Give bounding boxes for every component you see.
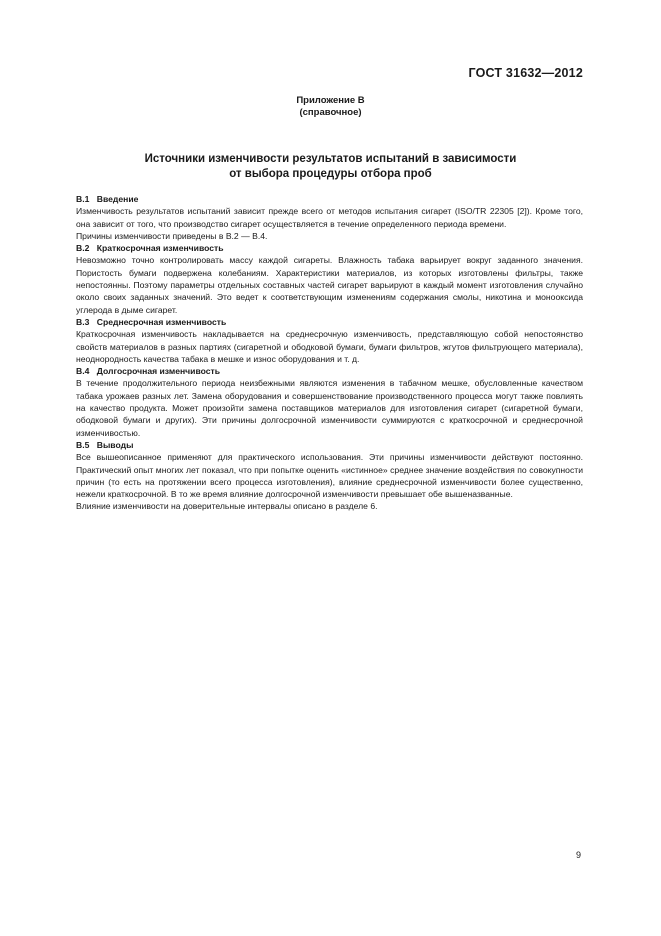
paragraph: Влияние изменчивости на доверительные интервалы описано в разделе 6. <box>76 501 378 512</box>
section-heading-b2 <box>76 242 583 254</box>
section-title: Введение <box>96 194 139 204</box>
paragraph: Изменчивость результатов испытаний зависит прежде всего от методов испытания сигарет (ISO/TR 22305 [2]). Кроме того, она зависит от того, что производство сигарет осуществляется в течение определенного периода времени. <box>76 206 583 229</box>
document-body <box>76 193 583 513</box>
appendix-title-line-2: от выбора процедуры отбора проб <box>229 168 432 180</box>
section-number: В.2 <box>76 243 90 254</box>
standard-number: ГОСТ 31632—2012 <box>468 66 583 80</box>
section-heading-b4 <box>76 365 583 377</box>
appendix-title-line-1: Источники изменчивости результатов испытаний в зависимости <box>144 153 517 165</box>
appendix-type: (справочное) <box>299 107 362 118</box>
paragraph: Причины изменчивости приведены в В.2 — В.4. <box>76 230 268 241</box>
section-number: В.3 <box>76 316 90 327</box>
appendix-title <box>0 152 661 182</box>
appendix-label: Приложение В <box>296 95 365 106</box>
section-number: В.1 <box>76 194 90 204</box>
section-heading-b3 <box>76 316 583 328</box>
paragraph: Невозможно точно контролировать массу каждой сигареты. Влажность табака варьирует вокруг заданного значения. Пористость бумаги подвержена колебаниям. Характеристики материалов, из которых изготовлены фильтры, также непостоянны. Поэтому параметры отдельных составных частей сигарет варьируют в каждый момент изготовления случайно около своих заданных значений. Это ведет к соответствующим изменениям содержания смолы, никотина и монооксида углерода в дыме сигарет. <box>76 255 583 315</box>
section-number: В.5 <box>76 439 90 450</box>
appendix-heading <box>0 95 661 119</box>
paragraph: В течение продолжительного периода неизбежными являются изменения в табачном мешке, обусловленные качеством табака урожаев разных лет. Замена оборудования и совершенствование производственного процесса могут также повлиять на качество продукта. Может произойти замена поставщиков материалов для изготовления сигарет (сигаретной бумаги, ободковой бумаги и других). Эти причины долгосрочной изменчивости суммируются с краткосрочной и среднесрочной изменчивостью. <box>76 378 583 438</box>
page-number: 9 <box>575 850 581 860</box>
section-heading-b1 <box>76 193 583 205</box>
section-title: Долгосрочная изменчивость <box>96 366 221 377</box>
section-title: Среднесрочная изменчивость <box>96 316 227 327</box>
section-number: В.4 <box>76 366 90 377</box>
paragraph: Все вышеописанное применяют для практического использования. Эти причины изменчивости действуют постоянно. Практический опыт многих лет показал, что при попытке оценить «истинное» среднее значение воздействия по совокупности причин (то есть на протяжении всего процесса изготовления), влияние среднесрочной изменчивости более существенно, нежели краткосрочной. В то же время влияние долгосрочной изменчивости превышает обе вышеназванные. <box>76 452 583 500</box>
section-title: Краткосрочная изменчивость <box>96 243 224 254</box>
section-heading-b5 <box>76 439 583 451</box>
paragraph: Краткосрочная изменчивость накладывается на среднесрочную изменчивость, представляющую собой непостоянство свойств материалов в разных партиях (сигаретной и ободковой бумаги, бумаги фильтров, жгутов фильтрующего материала), неоднородность качества табака в мешке и износ оборудования и т. д. <box>76 329 583 364</box>
section-title: Выводы <box>96 439 134 450</box>
